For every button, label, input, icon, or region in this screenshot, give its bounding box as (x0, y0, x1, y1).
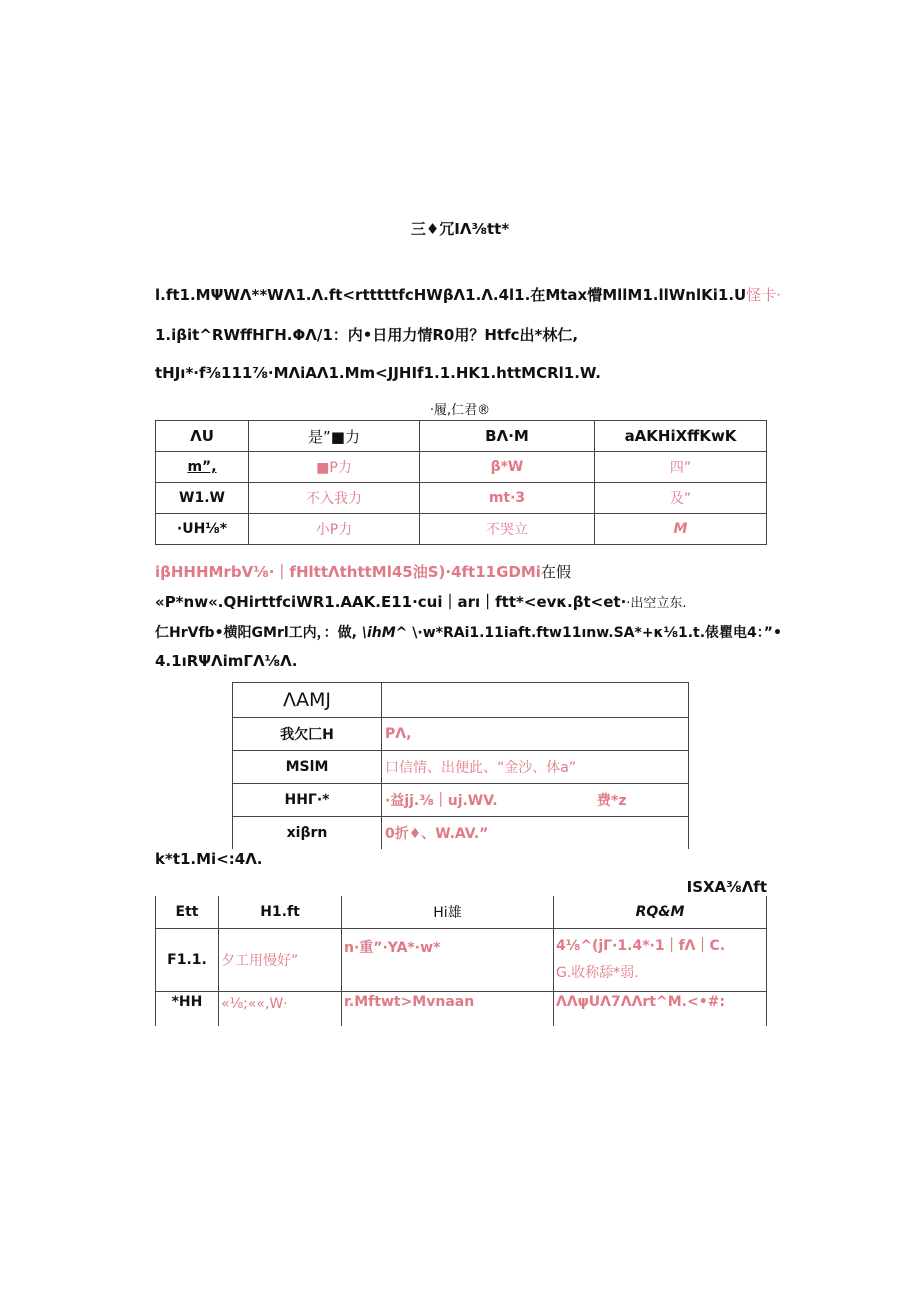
table-cell: mt·3 (420, 483, 595, 514)
table-1-header-cell: aAKHiXffKwK (595, 421, 767, 452)
table-1-header-cell: ΛU (156, 421, 249, 452)
paragraph-5-tail: ·出空立东. (626, 596, 687, 611)
paragraph-4-pink-text: iβHHHMrbV⅛·｜fHlttΛthttMl45油S)·4ft11GDMi (155, 563, 541, 581)
table-cell-line: 4⅛^(jΓ·1.4*·1｜fΛ｜C. (556, 938, 726, 954)
paragraph-6-text-c: \·w*RAi1.11iaft.ftw11ınw.SA*+κ⅛1.t.俵瞿电4：”• (412, 625, 782, 641)
table-cell: *HH (156, 992, 219, 1027)
table-row (233, 784, 689, 817)
table-row (156, 929, 767, 992)
table-cell-key: xiβrn (233, 817, 382, 850)
table-cell: β*W (420, 452, 595, 483)
table-row (156, 452, 767, 483)
table-cell: r.Mftwt>Mvnaan (342, 992, 554, 1027)
table-3-header-cell: RQ&M (554, 896, 767, 929)
table-cell: ·UH⅛* (156, 514, 249, 545)
paragraph-1-tail: 怪卡· (746, 286, 781, 304)
paragraph-7: 4.1ıRΨΛimΓΛ⅛Λ. (155, 652, 298, 670)
paragraph-6-text-b: \ihM^ (361, 625, 408, 641)
table-cell-value: 0折♦、W.AV.” (382, 817, 689, 850)
paragraph-5-text: «P*nw«.QHirttfciWR1.AAK.E11·cui｜arı｜ftt*<evκ.βt<et· (155, 593, 627, 611)
table-cell-value: 口信情、出便此、“金沙、体a” (382, 751, 689, 784)
table-row (156, 992, 767, 1027)
table-1 (155, 420, 767, 545)
table-cell: 不哭立 (420, 514, 595, 545)
paragraph-2: 1.iβit^RWffHΓH.ΦΛ/1：内•日用力情R0用？Htfc出*林仁, (155, 326, 579, 344)
paragraph-5 (155, 591, 687, 612)
table-cell: 夕工用慢好” (219, 929, 342, 992)
table-3 (155, 896, 767, 1026)
table-3-header-cell: H1.ft (219, 896, 342, 929)
paragraph-6-text-a: 仁HrVfb•横阳GMrl工内，：做, (155, 625, 357, 641)
table-1-header (156, 421, 767, 452)
table-cell (554, 929, 767, 992)
table-cell-line: G.收称舔*弱. (556, 965, 639, 981)
table-3-header-cell: Ett (156, 896, 219, 929)
table-cell: «⅛;««,W· (219, 992, 342, 1027)
table-cell: F1.1. (156, 929, 219, 992)
table-row (233, 817, 689, 850)
table-cell: ■P力 (249, 452, 420, 483)
table-row (233, 718, 689, 751)
paragraph-8: k*t1.Mi<:4Λ. (155, 850, 263, 868)
table-row (156, 483, 767, 514)
table-cell-value-text: ·益jj.⅜｜uj.WV. (385, 793, 498, 809)
table-cell: 及” (595, 483, 767, 514)
table-1-header-cell: BΛ·M (420, 421, 595, 452)
table-cell-value (382, 784, 689, 817)
paragraph-4 (155, 561, 571, 582)
table-row (156, 514, 767, 545)
table-cell: ΛΛψUΛ7ΛΛrt^M.<•#: (554, 992, 767, 1027)
table-row (233, 751, 689, 784)
table-cell-key: MSlM (233, 751, 382, 784)
table-3-caption: ISXA⅜Λft (686, 878, 767, 896)
paragraph-6 (155, 622, 782, 642)
table-1-caption: ·履,仁君® (429, 403, 491, 418)
table-cell-key: 我欠匚H (233, 718, 382, 751)
document-title: 三♦冗IΛ⅜tt* (410, 220, 510, 238)
table-2-header (233, 683, 689, 718)
table-cell: 四” (595, 452, 767, 483)
table-3-header (156, 896, 767, 929)
table-1-header-cell: 是”■力 (249, 421, 420, 452)
table-cell: 不入我力 (249, 483, 420, 514)
table-cell-value: PΛ, (382, 718, 689, 751)
table-cell-extra: 费*z (597, 793, 627, 809)
table-2-header-empty (382, 683, 689, 718)
paragraph-4-tail: 在假 (540, 563, 571, 581)
paragraph-1 (155, 284, 781, 305)
table-cell: W1.W (156, 483, 249, 514)
table-cell: M (595, 514, 767, 545)
table-cell: n·重”·YA*·w* (342, 929, 554, 992)
table-3-header-cell: Hi雄 (342, 896, 554, 929)
table-2 (232, 682, 689, 849)
paragraph-3: tHJı*·f⅜111⅞·MΛiAΛ1.Mm<JJHIf1.1.HK1.httMCRl1.W. (155, 364, 601, 382)
table-cell: m”, (156, 452, 249, 483)
table-cell-key: HHΓ·* (233, 784, 382, 817)
table-cell: 小P力 (249, 514, 420, 545)
table-2-header-cell: ΛAMJ (233, 683, 382, 718)
paragraph-1-text: l.ft1.MΨWΛ**WΛ1.Λ.ft<rtttttfcHWβΛ1.Λ.4l1.在Mtax懵MllM1.llWnlKi1.U (155, 286, 747, 304)
